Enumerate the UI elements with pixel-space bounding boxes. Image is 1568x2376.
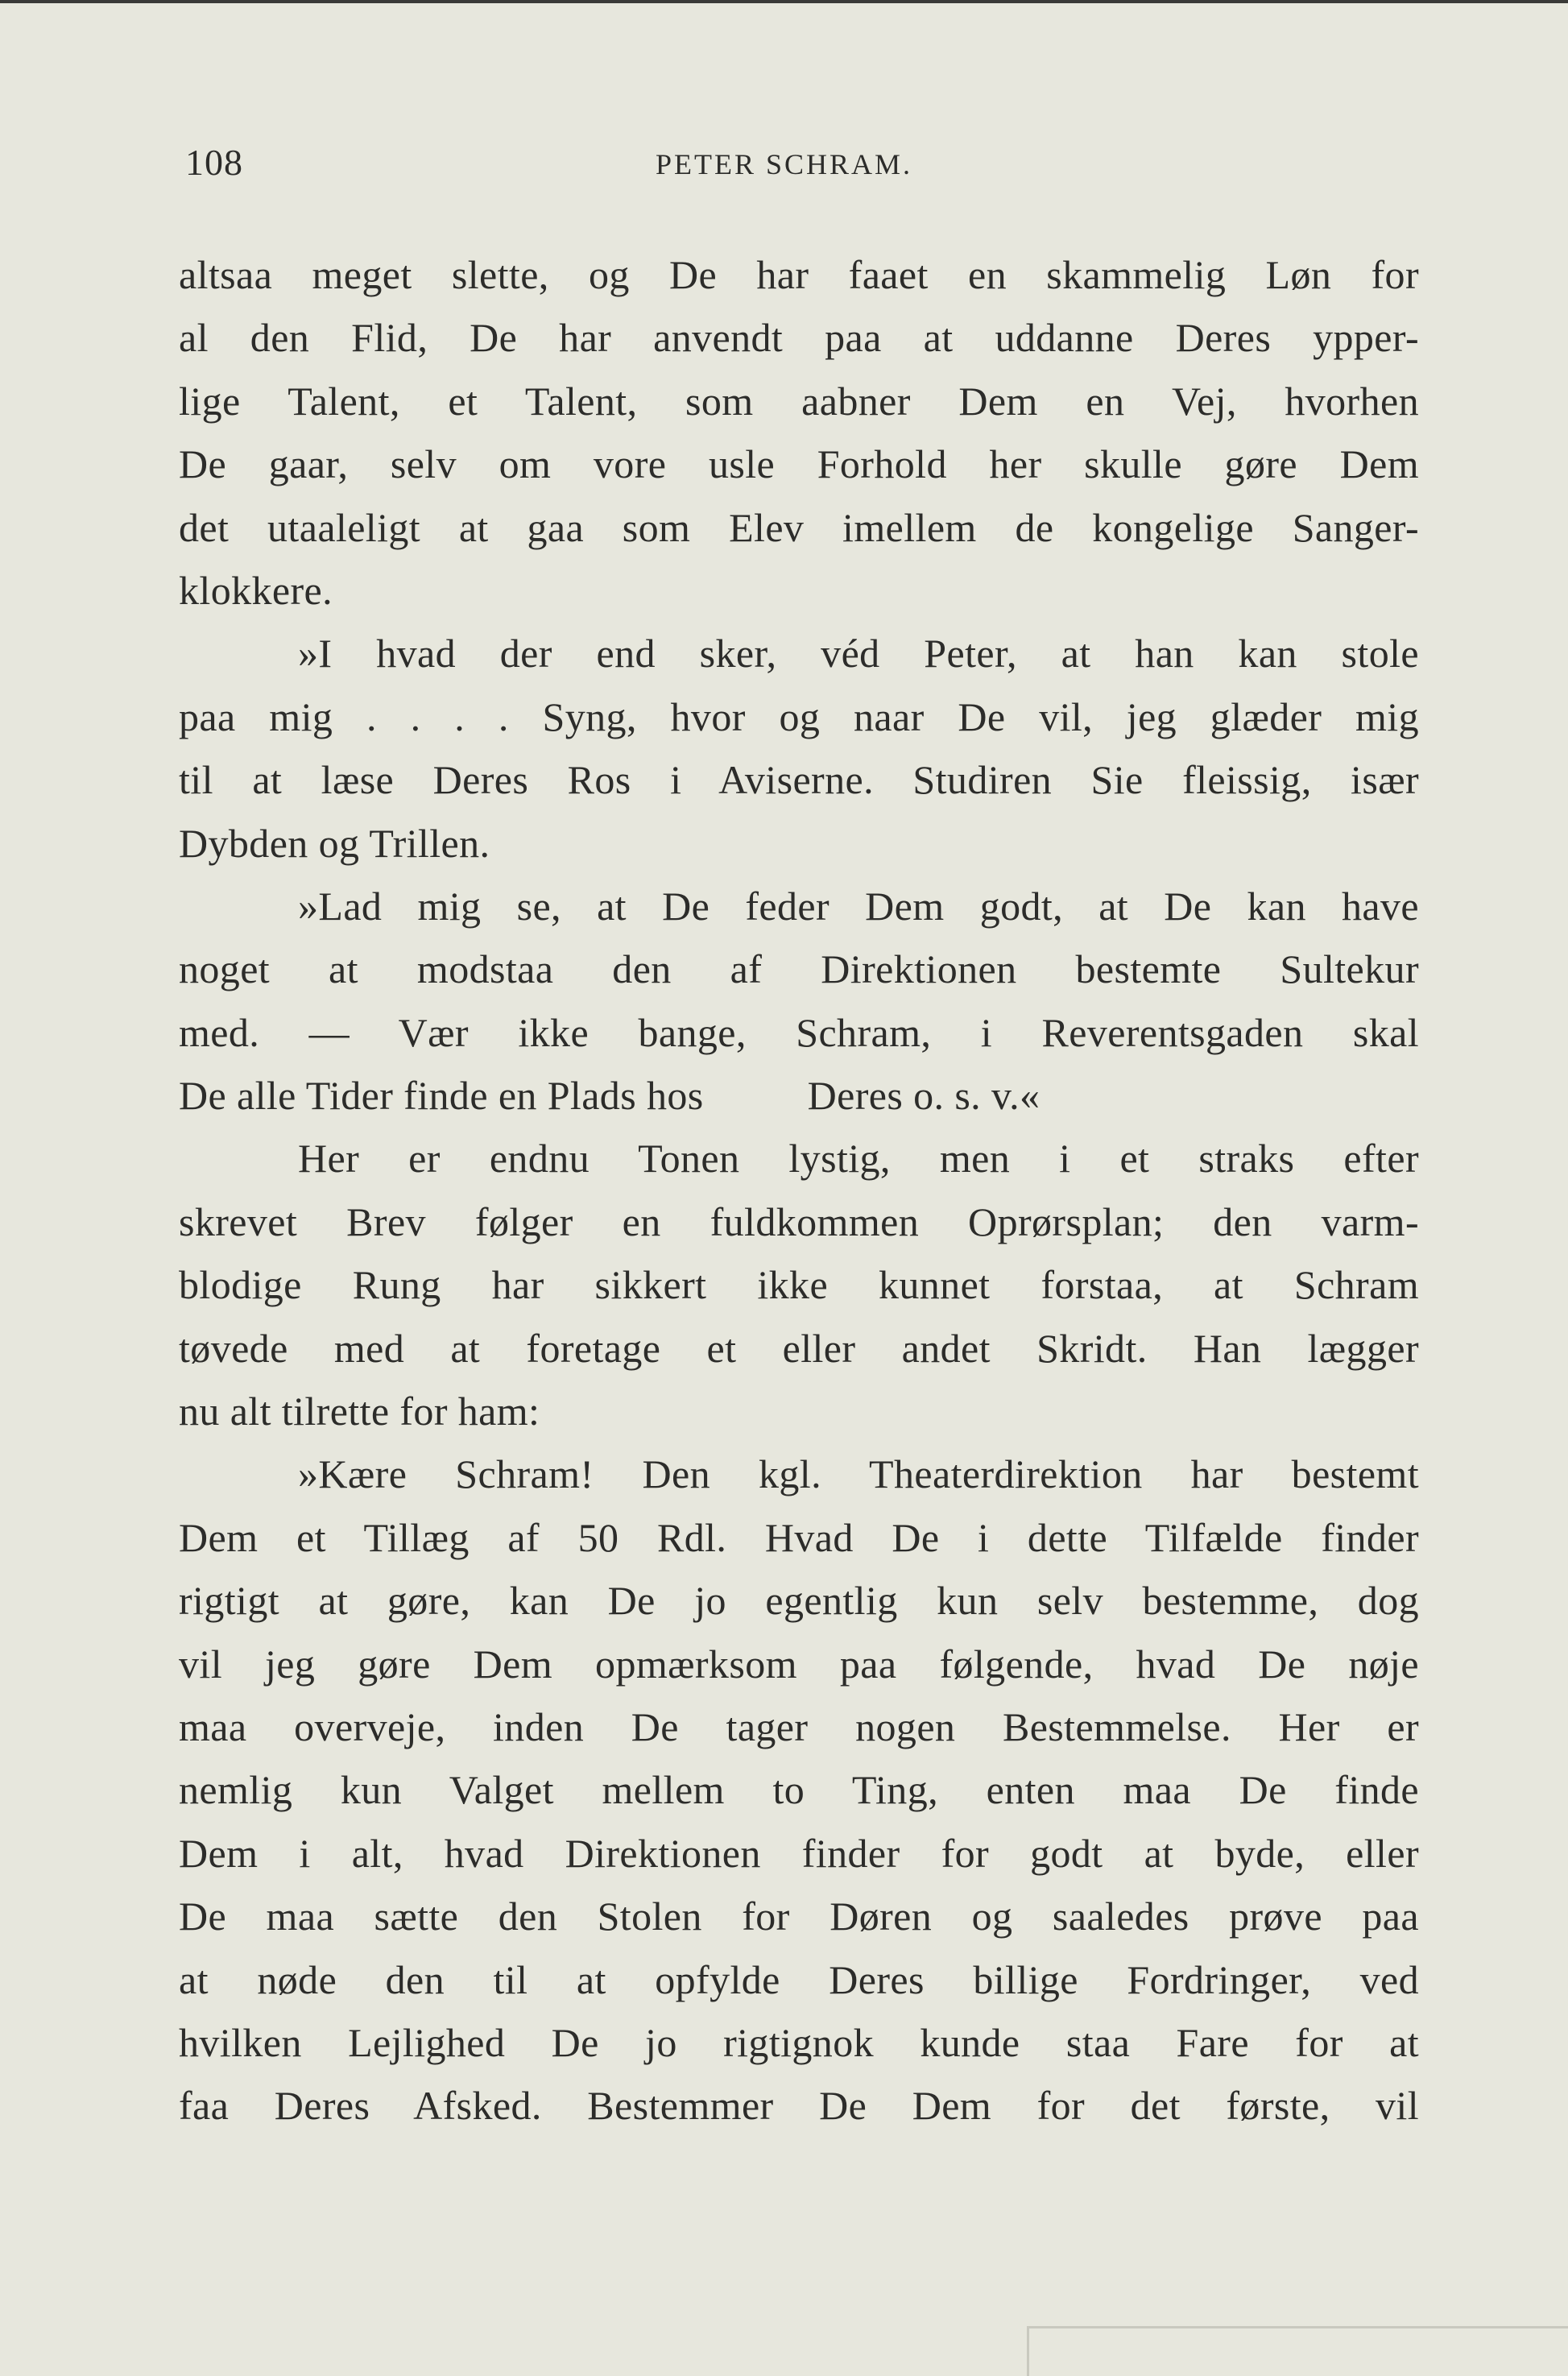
text-line: rigtigt at gøre, kan De jo egentlig kun selv bestemme, dog [179,1578,1419,1624]
text-line: Dem et Tillæg af 50 Rdl. Hvad De i dette Tilfælde finder [179,1514,1419,1560]
text-line: De alle Tider finde en Plads hos Deres o. s. v.« [179,1073,1041,1119]
text-line: lige Talent, et Talent, som aabner Dem en Vej, hvorhen [179,378,1419,424]
text-line: blodige Rung har sikkert ikke kunnet forstaa, at Schram [179,1262,1419,1308]
text-line: De maa sætte den Stolen for Døren og saaledes prøve paa [179,1894,1419,1939]
text-line: nemlig kun Valget mellem to Ting, enten maa De finde [179,1767,1419,1813]
text-line: paa mig . . . . Syng, hvor og naar De vil, jeg glæder mig [179,693,1419,739]
text-line: Dybden og Trillen. [179,820,490,866]
text-line: altsaa meget slette, og De har faaet en skammelig Løn for [179,252,1419,297]
text-line: faa Deres Afsked. Bestemmer De Dem for det første, vil [179,2083,1419,2129]
text-line: Her er endnu Tonen lystig, men i et straks efter [298,1136,1419,1182]
text-line: klokkere. [179,567,333,613]
text-line: »Kære Schram! Den kgl. Theaterdirektion har bestemt [298,1451,1419,1497]
text-line: med. — Vær ikke bange, Schram, i Reverentsgaden skal [179,1009,1419,1055]
text-line: »Lad mig se, at De feder Dem godt, at De kan have [298,883,1419,929]
text-line: vil jeg gøre Dem opmærksom paa følgende, hvad De nøje [179,1641,1419,1687]
text-line: De gaar, selv om vore usle Forhold her skulle gøre Dem [179,441,1419,487]
text-line: maa overveje, inden De tager nogen Bestemmelse. Her er [179,1703,1419,1749]
text-line: »I hvad der end sker, véd Peter, at han kan stole [298,631,1419,677]
scan-edge-horizontal [1027,2326,1568,2328]
page-header [0,141,1568,189]
text-line: nu alt tilrette for ham: [179,1389,540,1434]
text-line: skrevet Brev følger en fuldkommen Oprørsplan; den varm- [179,1198,1419,1244]
text-line: det utaaleligt at gaa som Elev imellem de kongelige Sanger- [179,504,1419,550]
text-line: Dem i alt, hvad Direktionen finder for godt at byde, eller [179,1830,1419,1876]
text-line: til at læse Deres Ros i Aviserne. Studiren Sie fleissig, især [179,757,1419,803]
text-line: al den Flid, De har anvendt paa at uddanne Deres ypper- [179,315,1419,361]
page-number: 108 [185,142,243,183]
running-title: PETER SCHRAM. [655,148,913,180]
text-line: tøvede med at foretage et eller andet Skridt. Han lægger [179,1325,1419,1371]
page-top-edge [0,0,1568,3]
body-text [179,243,1419,2138]
text-line: at nøde den til at opfylde Deres billige Fordringer, ved [179,1956,1419,2002]
text-line: hvilken Lejlighed De jo rigtignok kunde staa Fare for at [179,2019,1419,2065]
text-line: noget at modstaa den af Direktionen bestemte Sultekur [179,946,1419,992]
scan-edge-vertical [1027,2326,1029,2376]
